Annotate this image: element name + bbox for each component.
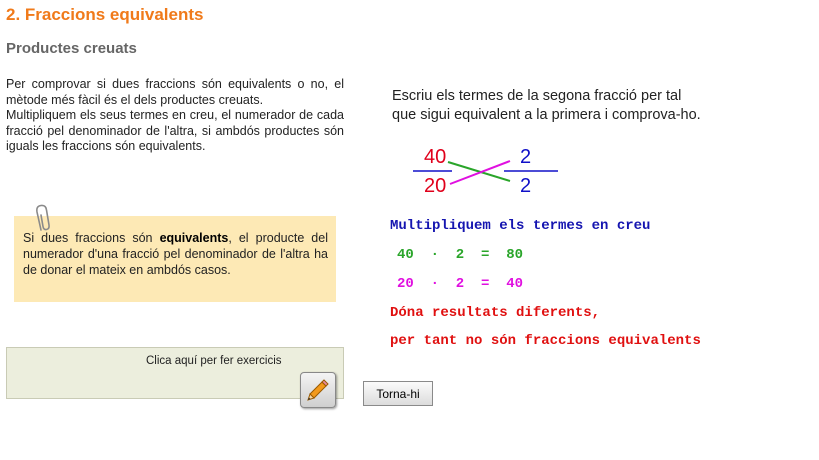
note-box: [14, 216, 336, 302]
note-keyword: equivalents: [159, 231, 229, 245]
note-text: [23, 230, 328, 278]
intro-text: [6, 77, 344, 155]
fraction-2-numerator-input[interactable]: 2: [520, 146, 532, 168]
fraction-1-numerator: 40: [424, 146, 447, 168]
intro-paragraph-2: Multipliquem els seus termes en creu, el numerador de cada fracció pel denominador de l'altra, si ambdós productes són iguals les fraccions són equivalents.: [6, 108, 344, 153]
paperclip-icon: [34, 204, 54, 236]
retry-button[interactable]: Torna-hi: [363, 381, 433, 406]
note-text-start: Si dues fraccions són: [23, 231, 160, 245]
exercise-button[interactable]: [300, 372, 336, 408]
pencil-icon: [305, 377, 331, 403]
intro-paragraph-1: Per comprovar si dues fraccions són equivalents o no, el mètode més fàcil és el dels productes creuats.: [6, 77, 344, 107]
product-2: 20 · 2 = 40: [397, 276, 524, 292]
instruction-line-1: Escriu els termes de la segona fracció per tal: [392, 88, 682, 104]
note-text-end: , el producte del numerador d'una fracció pel denominador de l'altra ha de donar el mateix en ambdós casos.: [23, 231, 328, 277]
product-1: 40 · 2 = 80: [397, 247, 524, 263]
step-heading: Multipliquem els termes en creu: [390, 218, 651, 234]
exercise-link[interactable]: Clica aquí per fer exercicis: [146, 355, 282, 367]
result-line-2: per tant no són fraccions equivalents: [390, 333, 701, 349]
exercise-panel: [6, 347, 344, 399]
page-title: 2. Fraccions equivalents: [6, 5, 204, 24]
fraction-1-denominator: 20: [424, 175, 447, 197]
fraction-2-denominator-input[interactable]: 2: [520, 175, 532, 197]
instruction-line-2: que sigui equivalent a la primera i comprova-ho.: [392, 107, 701, 123]
result-line-1: Dóna resultats diferents,: [390, 305, 601, 321]
section-subtitle: Productes creuats: [6, 40, 137, 57]
activity-instruction: [392, 87, 772, 125]
